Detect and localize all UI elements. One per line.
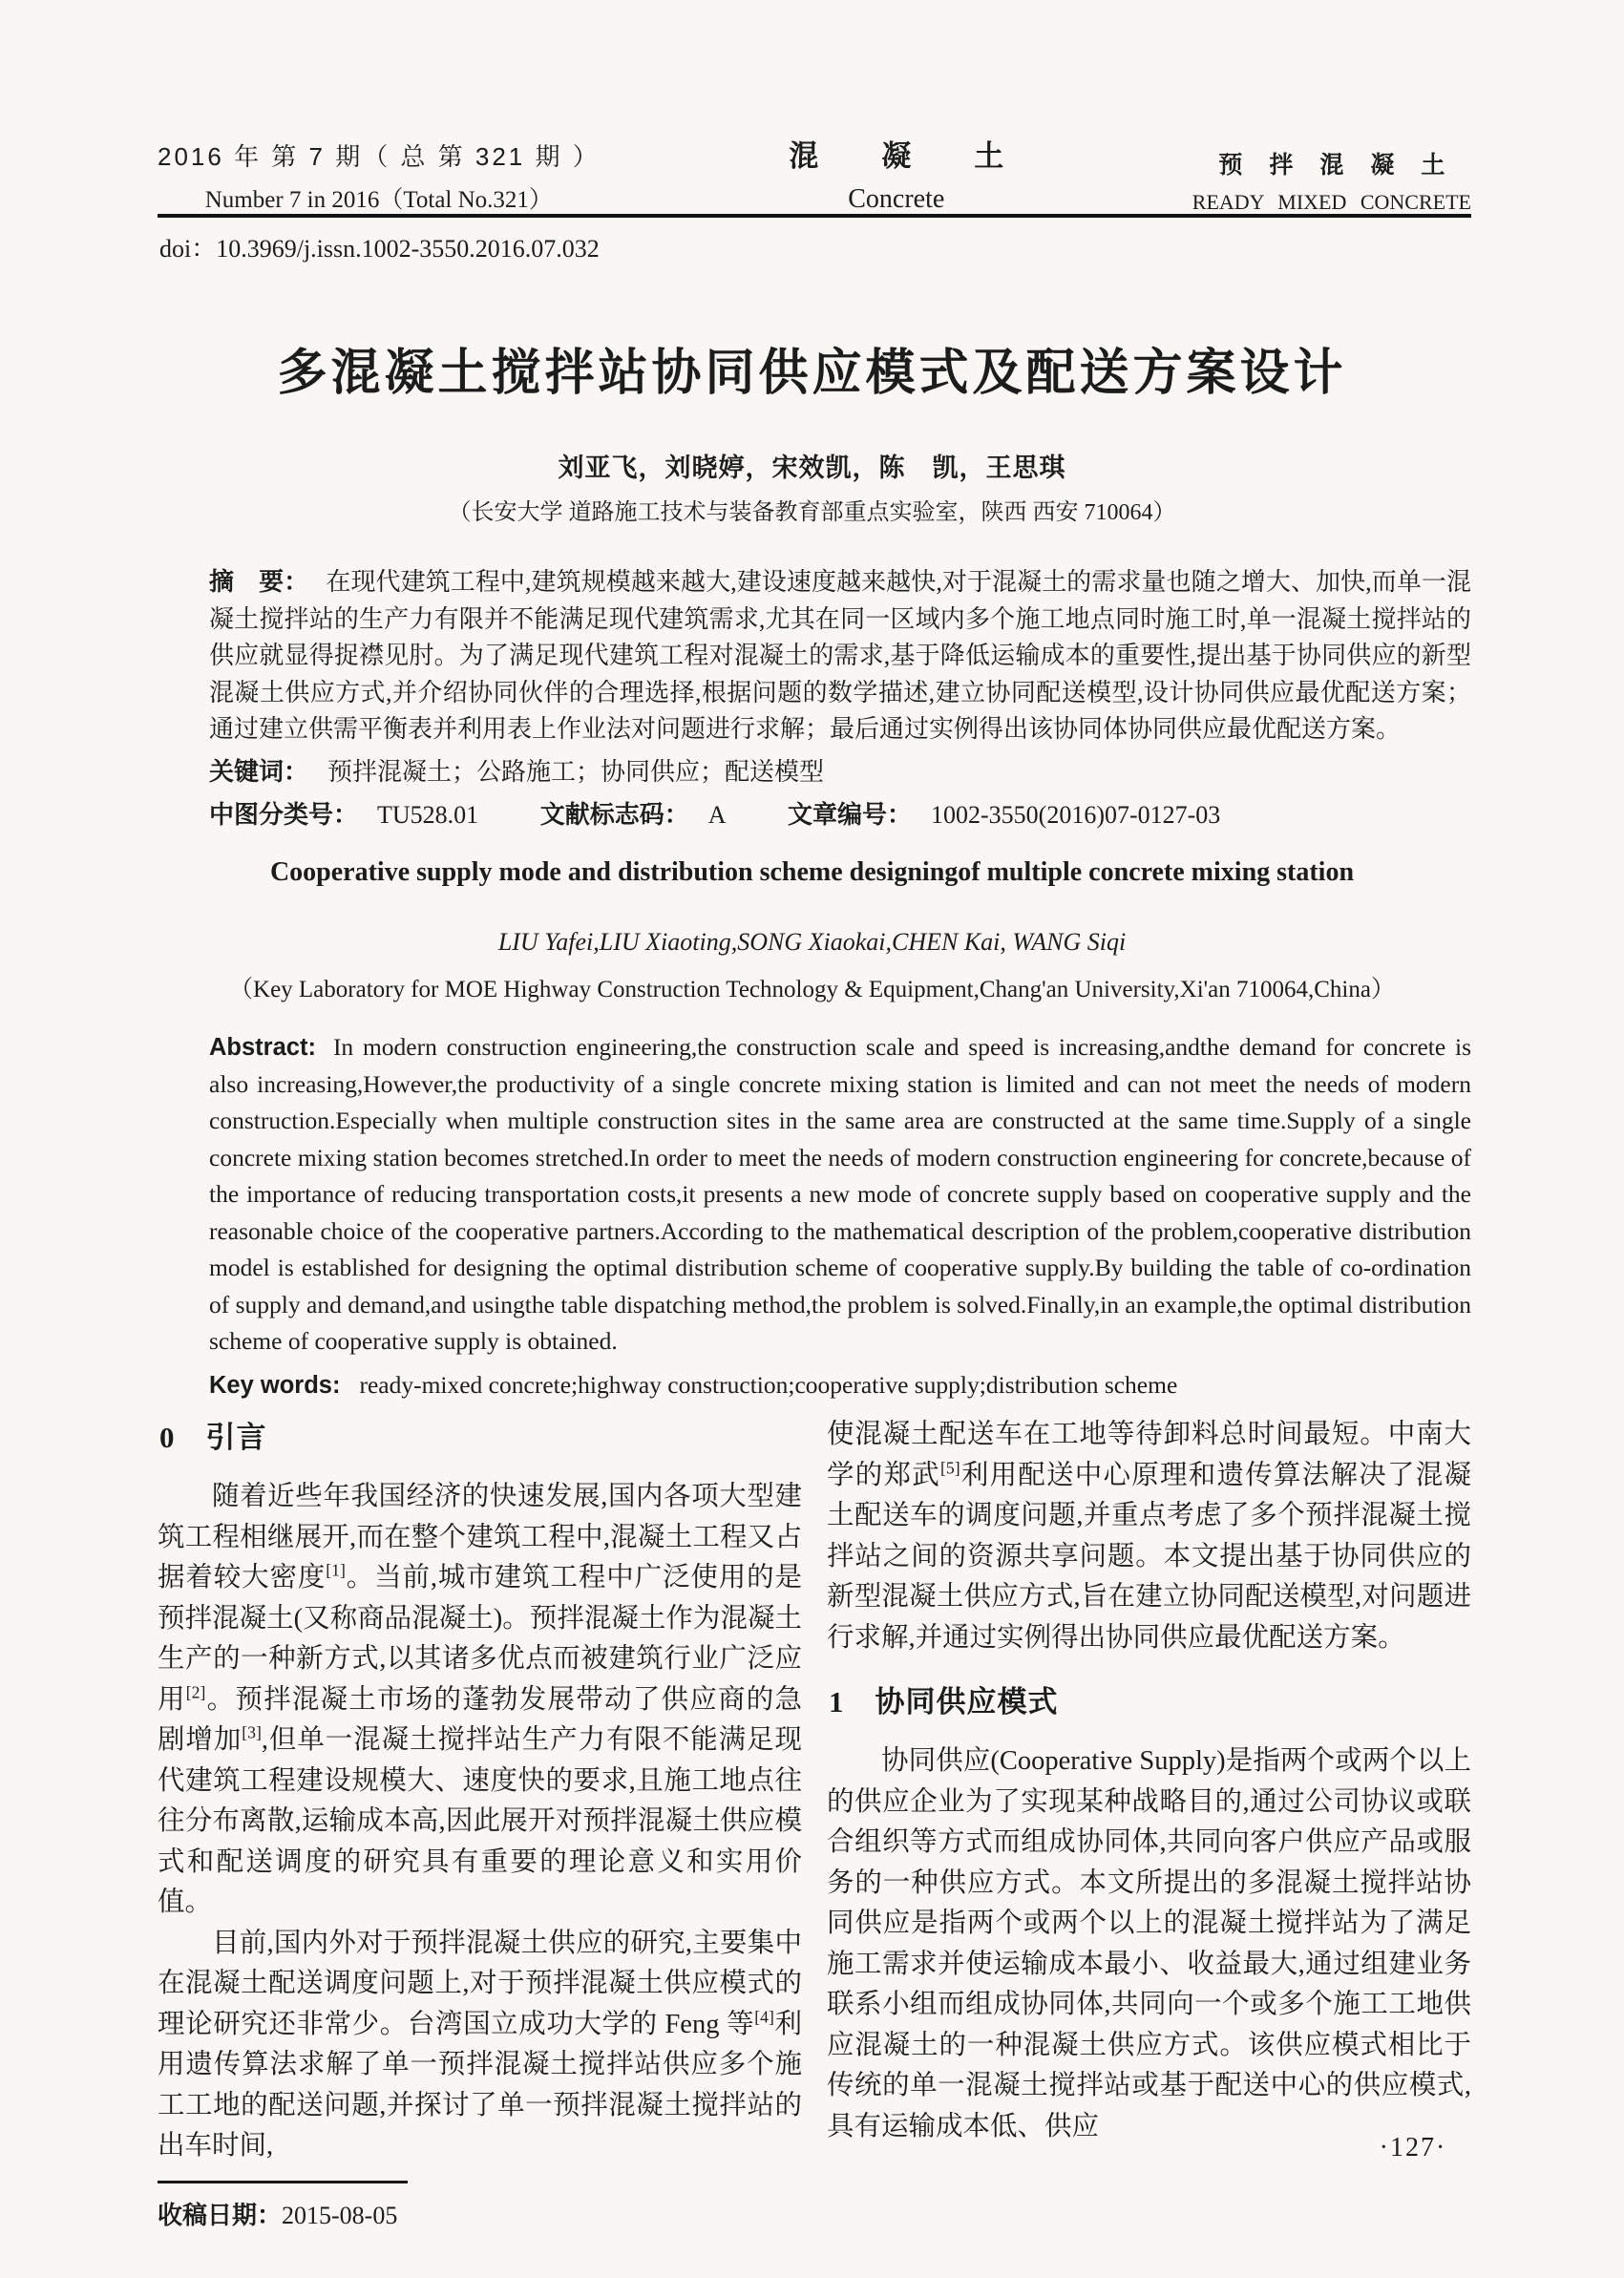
intro-p2-cont-text: 利用配送中心原理和遗传算法解决了混凝土配送车的调度问题,并重点考虑了多个预拌混凝土搅拌站之间的资源共享问题。本文提出基于协同供应的新型混凝土供应方式,旨在建立协同配送模型,对问题进行求解,并通过实例得出协同供应最优配送方案。	[827, 1460, 1471, 1653]
journal-masthead	[158, 132, 1471, 215]
classification-line	[209, 796, 1471, 834]
intro-p2-cont-text: 使混凝土配送车在工地等待卸料总时间最短。中南大学的郑武	[827, 1420, 1471, 1490]
column-name	[1192, 146, 1471, 215]
masthead-divider	[158, 214, 1471, 218]
received-date-label: 收稿日期：	[158, 2200, 283, 2229]
right-column	[827, 1415, 1471, 2236]
column-name-en: READY MIXED CONCRETE	[1192, 190, 1471, 214]
doi-line: doi：10.3969/j.issn.1002-3550.2016.07.032	[159, 235, 600, 263]
intro-paragraph-2-continued	[827, 1415, 1471, 1658]
keywords-en-line	[209, 1367, 1471, 1404]
article-title-zh: 多混凝土搅拌站协同供应模式及配送方案设计	[277, 346, 1347, 401]
article-id-value: 1002-3550(2016)07-0127-03	[931, 801, 1221, 829]
keywords-zh-line	[209, 753, 1471, 791]
intro-p2-text: 利用遗传算法求解了单一预拌混凝土搅拌站供应多个施工工地的配送问题,并探讨了单一预拌混凝土搅拌站的出车时间,	[158, 2009, 802, 2161]
intro-paragraph-2	[158, 1924, 802, 2167]
body-columns	[158, 1415, 1471, 2236]
intro-p1-text: 。当前,城市建筑工程中广泛使用的是预拌混凝土(又称商品混凝土)。预拌混凝土作为混凝土生产的一种新方式,以其诸多优点而被建筑行业广泛应用	[158, 1563, 802, 1715]
abstract-en-label: Abstract:	[209, 1034, 316, 1061]
journal-name-zh: 混凝土	[789, 139, 1067, 173]
clc-label: 中图分类号：	[209, 800, 359, 829]
citation-ref-4: [4]	[754, 2007, 774, 2026]
journal-name	[789, 132, 1067, 215]
abstract-zh-label: 摘 要：	[209, 567, 309, 596]
article-title-en: Cooperative supply mode and distribution scheme designingof multiple concrete mixing station	[269, 857, 1355, 887]
intro-p1-text: ,但单一混凝土搅拌站生产力有限不能满足现代建筑工程建设规模大、速度快的要求,且施工地点往往分布离散,运输成本高,因此展开对预拌混凝土供应模式和配送调度的研究具有重要的理论意义和实用价值。	[158, 1725, 802, 1917]
abstract-zh-text: 在现代建筑工程中,建筑规模越来越大,建设速度越来越快,对于混凝土的需求量也随之增大、加快,而单一混凝土搅拌站的生产力有限并不能满足现代建筑需求,尤其在同一区域内多个施工地点同时施工时,单一混凝土搅拌站的供应就显得捉襟见肘。为了满足现代建筑工程对混凝土的需求,基于降低运输成本的重要性,提出基于协同供应的新型混凝土供应方式,并介绍协同伙伴的合理选择,根据问题的数学描述,建立协同配送模型,设计协同供应最优配送方案；通过建立供需平衡表并利用表上作业法对问题进行求解；最后通过实例得出该协同体协同供应最优配送方案。	[209, 568, 1471, 743]
left-column	[158, 1415, 802, 2236]
citation-ref-5: [5]	[939, 1458, 960, 1477]
doc-code-label: 文献标志码：	[539, 800, 689, 829]
intro-p1-text: 随着近些年我国经济的快速发展,国内各项大型建筑工程相继展开,而在整个建筑工程中,混凝土工程又占据着较大密度	[158, 1482, 802, 1592]
abstract-zh-paragraph	[209, 563, 1471, 749]
received-date-footnote	[158, 2181, 802, 2237]
affiliation-en: （Key Laboratory for MOE Highway Construction Technology & Equipment,Chang'an University,Xi'an 710064,China）	[229, 977, 1395, 1002]
abstract-zh-block	[209, 563, 1471, 834]
received-date-value: 2015-08-05	[282, 2201, 398, 2229]
authors-en: LIU Yafei,LIU Xiaoting,SONG Xiaokai,CHEN Kai, WANG Siqi	[497, 928, 1127, 956]
abstract-en-text: In modern construction engineering,the construction scale and speed is increasing,andthe demand for concrete is also increasing,However,the productivity of a single concrete mixing station is limited and can not meet the needs of modern construction.Especially when multiple construction sites in the same area are constructed at the same time.Supply of a single concrete mixing station becomes stretched.In order to meet the needs of modern construction engineering for concrete,because of the importance of reducing transportation costs,it presents a new mode of concrete supply based on cooperative supply and the reasonable choice of the cooperative partners.According to the mathematical description of the problem,cooperative distribution model is established for designing the optimal distribution scheme of cooperative supply.By building the table of co-ordination of supply and demand,and usingthe table dispatching method,the problem is solved.Finally,in an example,the optimal distribution scheme of cooperative supply is obtained.	[209, 1033, 1471, 1355]
section-heading-1: 1 协同供应模式	[829, 1685, 1059, 1719]
keywords-zh-text: 预拌混凝土；公路施工；协同供应；配送模型	[327, 757, 825, 786]
section1-paragraph-1: 协同供应(Cooperative Supply)是指两个或两个以上的供应企业为了实现某种战略目的,通过公司协议或联合组织等方式而组成协同体,共同向客户供应产品或服务的一种供应方式。本文所提出的多混凝土搅拌站协同供应是指两个或两个以上的混凝土搅拌站为了满足施工需求并使运输成本最小、收益最大,通过组建业务联系小组而组成协同体,共同向一个或多个施工工地供应混凝土的一种混凝土供应方式。该供应模式相比于传统的单一混凝土搅拌站或基于配送中心的供应模式,具有运输成本低、供应	[827, 1746, 1471, 2141]
abstract-en-paragraph	[209, 1029, 1471, 1360]
section-heading-0: 0 引言	[159, 1421, 267, 1454]
page-number: ·127·	[1379, 2133, 1447, 2162]
issue-number-en: Number 7 in 2016（Total No.321）	[204, 187, 553, 213]
clc-value: TU528.01	[377, 801, 479, 829]
citation-ref-1: [1]	[326, 1560, 346, 1580]
citation-ref-3: [3]	[242, 1722, 262, 1742]
keywords-en-text: ready-mixed concrete;highway construction;cooperative supply;distribution scheme	[359, 1370, 1178, 1399]
doc-code-value: A	[707, 801, 727, 829]
issue-info	[158, 137, 601, 215]
authors-zh: 刘亚飞，刘晓婷，宋效凯，陈 凯，王思琪	[558, 453, 1066, 482]
abstract-en-block	[209, 1029, 1471, 1403]
intro-p2-text: 目前,国内外对于预拌混凝土供应的研究,主要集中在混凝土配送调度问题上,对于预拌混凝土供应模式的理论研究还非常少。台湾国立成功大学的 Feng 等	[158, 1928, 802, 2039]
intro-paragraph-1	[158, 1477, 802, 1924]
issue-number-zh: 2016 年 第 7 期（ 总 第 321 期 ）	[158, 142, 601, 171]
footnote-divider	[158, 2181, 408, 2183]
keywords-en-label: Key words:	[209, 1371, 341, 1399]
citation-ref-2: [2]	[185, 1682, 206, 1701]
column-name-zh: 预拌混凝土	[1218, 153, 1472, 179]
affiliation-zh: （长安大学 道路施工技术与装备教育部重点实验室，陕西 西安 710064）	[448, 500, 1176, 525]
article-id-label: 文章编号：	[787, 800, 912, 829]
keywords-zh-label: 关键词：	[209, 756, 309, 786]
journal-name-en: Concrete	[848, 184, 945, 214]
intro-p1-text: 。预拌混凝土市场的蓬勃发展带动了供应商的急剧增加	[158, 1684, 802, 1755]
